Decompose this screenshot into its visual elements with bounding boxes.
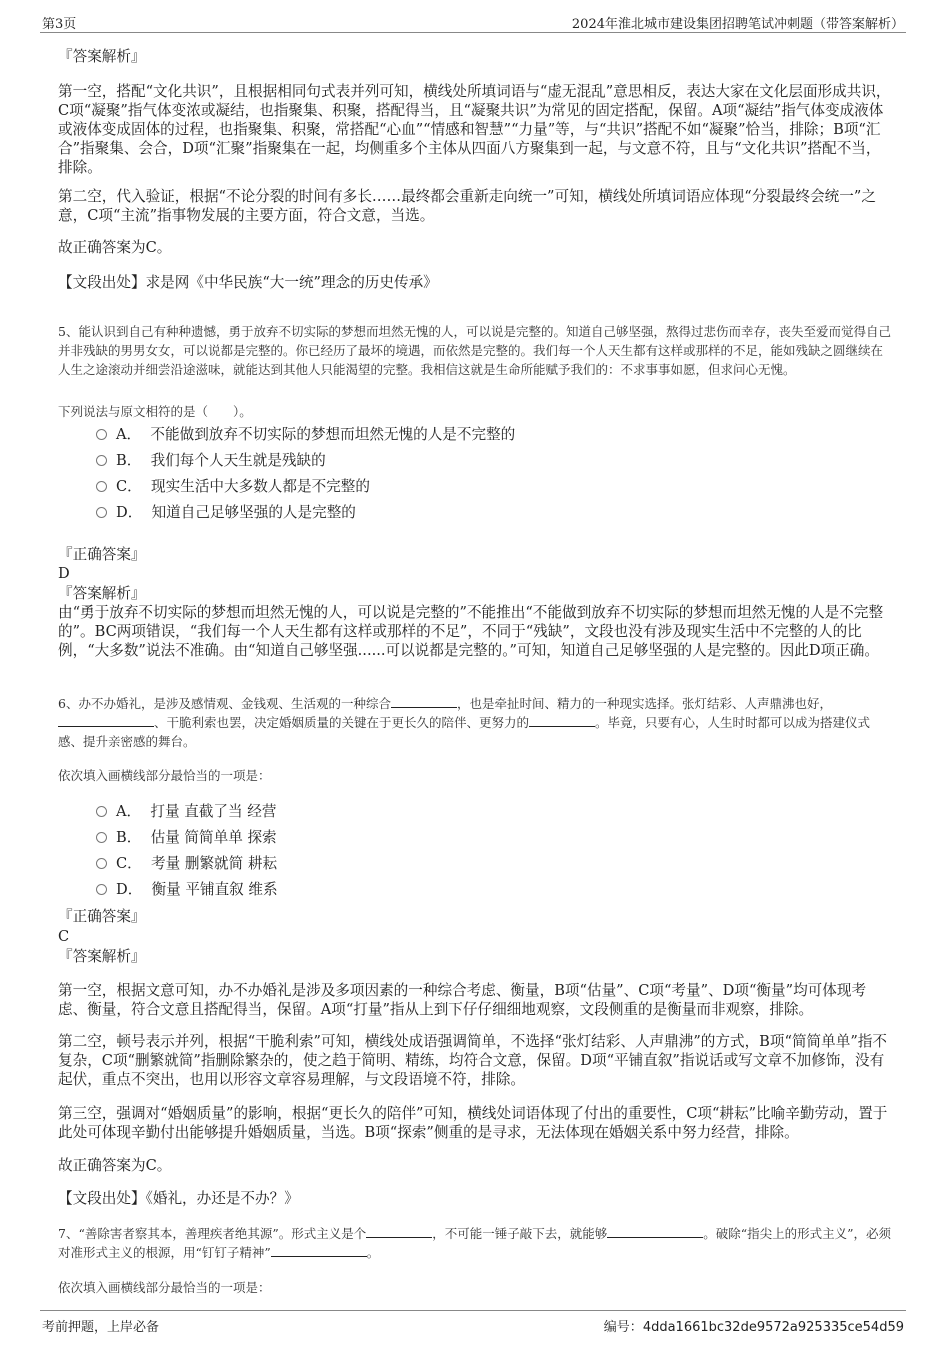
option-text: 考量 删繁就简 耕耘 bbox=[151, 855, 278, 872]
option-text: 衡量 平铺直叙 维系 bbox=[151, 881, 278, 898]
radio-icon[interactable] bbox=[96, 832, 107, 843]
page-header bbox=[40, 10, 906, 33]
radio-icon[interactable] bbox=[96, 507, 107, 518]
q5-option-c[interactable] bbox=[96, 477, 370, 497]
q5-prompt: 下列说法与原文相符的是（ ）。 bbox=[58, 404, 252, 419]
q6-option-c[interactable] bbox=[96, 854, 277, 874]
q6-analysis-para2: 第二空，顿号表示并列，根据“干脆利索”可知，横线处成语强调简单，不选择“张灯结彩、人声鼎沸”的方式，B项“简简单单”指不复杂，C项“删繁就简”指删除繁杂的，使之趋于简明、精练，均符合文意，保留。D项“平铺直叙”指说话或写文章不加修饰，没有起伏，重点不突出，也用以形容文章容易理解，与文段语境不符，排除。 bbox=[58, 1033, 887, 1088]
option-letter: A． bbox=[116, 803, 142, 820]
q5-option-a[interactable] bbox=[96, 425, 515, 445]
blank-1 bbox=[366, 1224, 432, 1238]
blank-3 bbox=[529, 713, 595, 727]
q4-analysis-para2: 第二空，代入验证，根据“不论分裂的时间有多长……最终都会重新走向统一”可知，横线处所填词语应体现“分裂最终会统一”之意，C项“主流”指事物发展的主要方面，符合文意，当选。 bbox=[58, 188, 876, 224]
option-letter: B． bbox=[116, 452, 142, 469]
q4-conclusion: 故正确答案为C。 bbox=[58, 239, 172, 256]
blank-2 bbox=[58, 713, 154, 727]
q6-answer-title: 『正确答案』 bbox=[58, 908, 146, 925]
q6-prompt: 依次填入画横线部分最恰当的一项是： bbox=[58, 768, 271, 783]
radio-icon[interactable] bbox=[96, 884, 107, 895]
q6-option-a[interactable] bbox=[96, 802, 276, 822]
blank-2 bbox=[607, 1224, 703, 1238]
option-letter: A． bbox=[116, 426, 142, 443]
q5-answer: D bbox=[58, 565, 70, 582]
q6-source: 【文段出处】《婚礼，办还是不办？》 bbox=[58, 1190, 299, 1207]
q7-prompt: 依次填入画横线部分最恰当的一项是： bbox=[58, 1280, 271, 1295]
q6-analysis-title: 『答案解析』 bbox=[58, 948, 146, 965]
q5-answer-title: 『正确答案』 bbox=[58, 546, 146, 563]
q7-question: 7、“善除害者察其本，善理疾者绝其源”。形式主义是个 ，不可能一锤子敲下去，就能够 。破除“指尖上的形式主义”，必须对准形式主义的根源，用“钉钉子精神” 。 bbox=[58, 1226, 892, 1260]
page-number: 第3页 bbox=[42, 17, 77, 32]
blank-3 bbox=[271, 1243, 367, 1257]
option-letter: C． bbox=[116, 855, 142, 872]
q6-option-b[interactable] bbox=[96, 828, 277, 848]
option-letter: C． bbox=[116, 478, 142, 495]
q4-analysis-para1: 第一空，搭配“文化共识”，且根据相同句式表并列可知，横线处所填词语与“虚无混乱”意思相反，表达大家在文化层面形成共识，C项“凝聚”指气体变浓或凝结，也指聚集、积聚，搭配得当，且“凝聚共识”为常见的固定搭配，保留。A项“凝结”指气体变成液体或液体变成固体的过程，也指聚集、积聚，常搭配“心血”“情感和智慧”“力量”等，与“共识”搭配不如“凝聚”恰当，排除；B项“汇合”指聚集、会合，D项“汇聚”指聚集在一起，均侧重多个主体从四面八方聚集到一起，与文意不符，且与“文化共识”搭配不当，排除。 bbox=[58, 83, 891, 176]
q6-answer: C bbox=[58, 928, 70, 945]
radio-icon[interactable] bbox=[96, 806, 107, 817]
radio-icon[interactable] bbox=[96, 455, 107, 466]
q5-option-b[interactable] bbox=[96, 451, 326, 471]
option-text: 估量 简简单单 探索 bbox=[150, 829, 277, 846]
option-letter: D． bbox=[116, 881, 143, 898]
q6-analysis-para3: 第三空，强调对“婚姻质量”的影响，根据“更长久的陪伴”可知，横线处词语体现了付出的重要性，C项“耕耘”比喻辛勤劳动，置于此处可体现辛勤付出能够提升婚姻质量，当选。B项“探索”侧重的是寻求，无法体现在婚姻关系中努力经营，排除。 bbox=[58, 1105, 888, 1141]
option-text: 不能做到放弃不切实际的梦想而坦然无愧的人是不完整的 bbox=[150, 426, 516, 443]
q5-option-d[interactable] bbox=[96, 503, 356, 523]
radio-icon[interactable] bbox=[96, 858, 107, 869]
q4-analysis-title: 『答案解析』 bbox=[58, 48, 146, 65]
footer-slogan: 考前押题，上岸必备 bbox=[42, 1320, 160, 1335]
radio-icon[interactable] bbox=[96, 429, 107, 440]
q4-source: 【文段出处】求是网《中华民族“大一统”理念的历史传承》 bbox=[58, 274, 438, 291]
q5-analysis-title: 『答案解析』 bbox=[58, 585, 146, 602]
q5-analysis: 由“勇于放弃不切实际的梦想而坦然无愧的人，可以说是完整的”不能推出“不能做到放弃不切实际的梦想而坦然无愧的人是不完整的”。BC两项错误，“我们每一个人天生都有这样或那样的不足”，不同于“残缺”，文段也没有涉及现实生活中不完整的人的比例，“大多数”说法不准确。由“知道自己够坚强......可以说都是完整的。”可知，知道自己足够坚强的人是完整的。因此D项正确。 bbox=[58, 604, 884, 659]
option-letter: B． bbox=[116, 829, 142, 846]
option-text: 打量 直截了当 经营 bbox=[150, 803, 277, 820]
radio-icon[interactable] bbox=[96, 481, 107, 492]
option-text: 现实生活中大多数人都是不完整的 bbox=[151, 478, 370, 495]
q5-passage: 5、能认识到自己有种种遗憾，勇于放弃不切实际的梦想而坦然无愧的人，可以说是完整的。知道自己够坚强，熬得过悲伤而幸存，丧失至爱而觉得自己并非残缺的男男女女，可以说都是完整的。你已经历了最坏的境遇，而依然是完整的。我们每一个人天生都有这样或那样的不足，能如残缺之圆继续在人生之途滚动并细尝沿途滋味，就能达到其他人只能渴望的完整。我相信这就是生命所能赋予我们的：不求事事如愿，但求问心无愧。 bbox=[58, 324, 891, 377]
q6-analysis-para1: 第一空，根据文意可知，办不办婚礼是涉及多项因素的一种综合考虑、衡量，B项“估量”、C项“考量”、D项“衡量”均可体现考虑、衡量，符合文意且搭配得当，保留。A项“打量”指从上到下仔仔细细地观察，文段侧重的是衡量而非观察，排除。 bbox=[58, 982, 867, 1018]
option-text: 知道自己足够坚强的人是完整的 bbox=[151, 504, 356, 521]
q6-conclusion: 故正确答案为C。 bbox=[58, 1157, 172, 1174]
option-text: 我们每个人天生就是残缺的 bbox=[150, 452, 326, 469]
option-letter: D． bbox=[116, 504, 143, 521]
q6-question: 6、办不办婚礼，是涉及感情观、金钱观、生活观的一种综合 ，也是牵扯时间、精力的一种现实选择。张灯结彩、人声鼎沸也好，、干脆利索也罢，决定婚姻质量的关键在于更长久的陪伴、更努力的 。毕竟，只要有心，人生时时都可以成为搭建仪式感、提升亲密感的舞台。 bbox=[58, 696, 871, 749]
q6-option-d[interactable] bbox=[96, 880, 278, 900]
document-title: 2024年淮北城市建设集团招聘笔试冲刺题（带答案解析） bbox=[571, 17, 904, 32]
document-code: 编号：4dda1661bc32de9572a925335ce54d59 bbox=[603, 1320, 904, 1335]
page-footer bbox=[40, 1310, 906, 1335]
blank-1 bbox=[391, 694, 457, 708]
